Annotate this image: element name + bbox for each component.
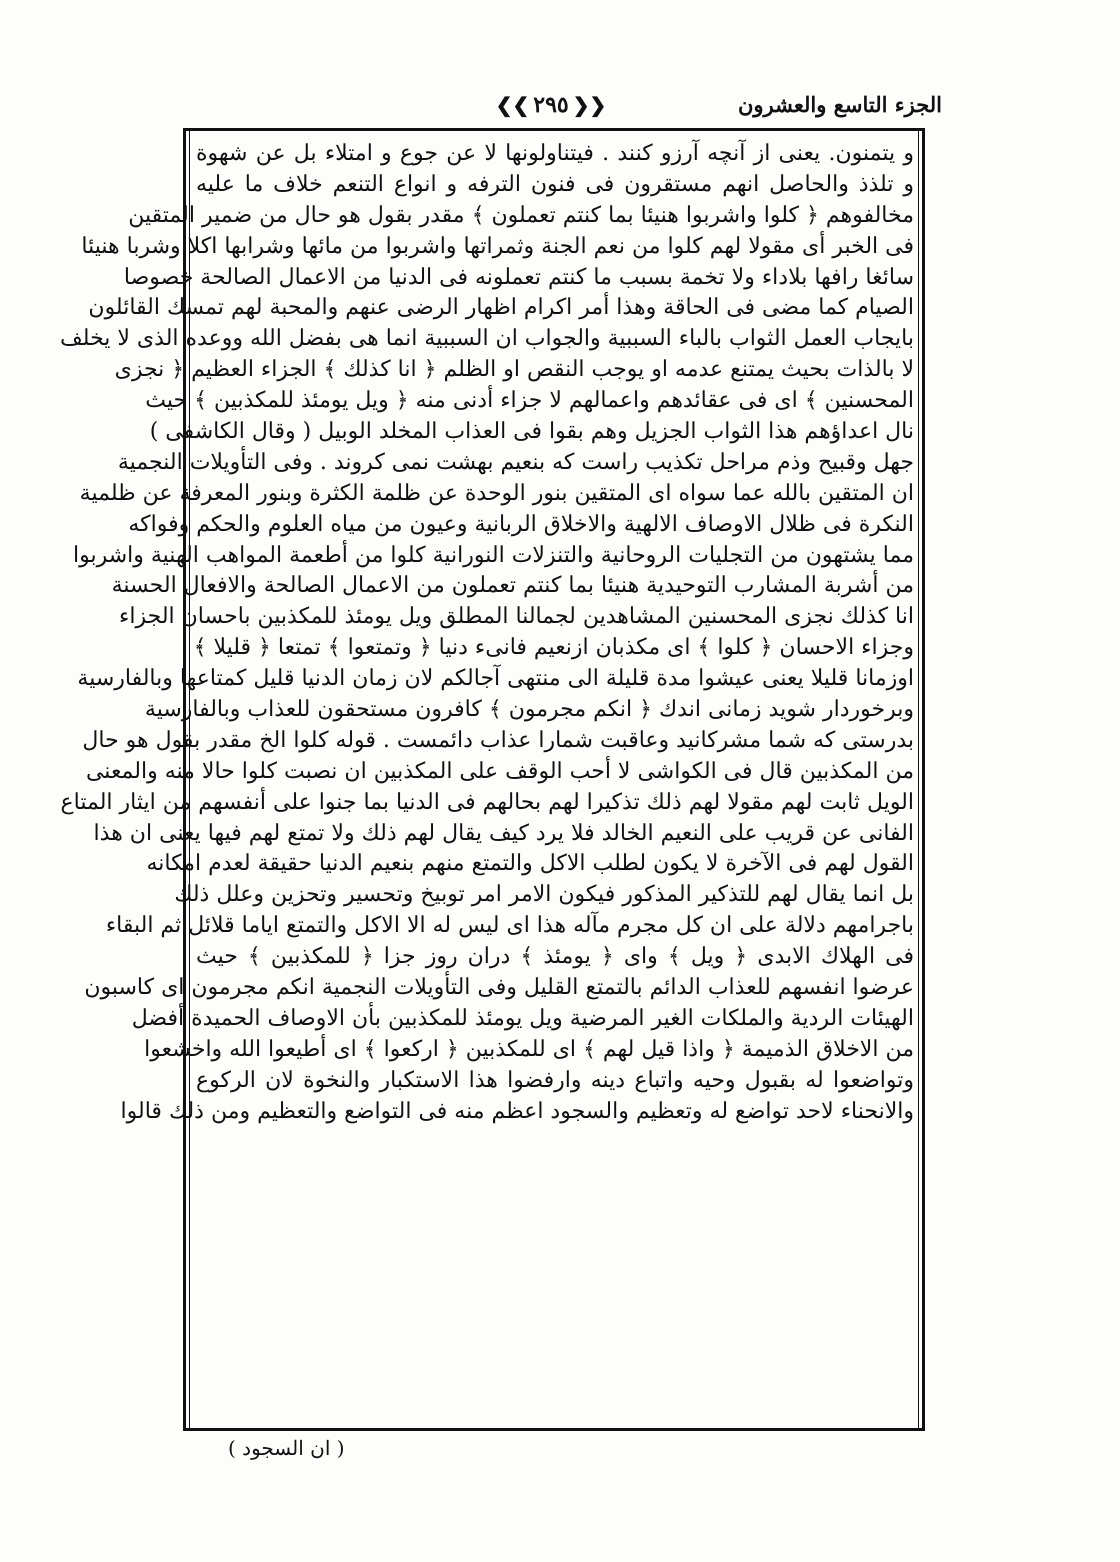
text-line: مخالفوهم ﴿ كلوا واشربوا هنيئا بما كنتم تعملون ﴾ مقدر بقول هو حال من ضمير المتقين — [128, 202, 914, 228]
text-line: المحسنين ﴾ اى فى عقائدهم واعمالهم لا جزاء أدنى منه ﴿ ويل يومئذ للمكذبين ﴾ حيث — [145, 388, 914, 414]
page-number: ٢٩٥ — [533, 92, 569, 118]
text-line: وبرخوردار شويد زمانى اندك ﴿ انكم مجرمون ﴾ كافرون مستحقون للعذاب وبالفارسية — [144, 697, 914, 723]
running-title: الجزء التاسع والعشرون — [737, 92, 942, 117]
text-line: مما يشتهون من التجليات الروحانية والتنزلات النورانية كلوا من أطعمة المواهب الهنية واشربوا — [72, 542, 914, 568]
text-line: الفانى عن قريب على النعيم الخالد فلا يرد كيف يقال لهم ذلك ولا تمتع لهم فيها يعنى ان هذا — [93, 820, 914, 846]
text-line: ان المتقين بالله عما سواه اى المتقين بنور الوحدة عن ظلمة الكثرة وبنور المعرفة عن ظلمية — [79, 480, 914, 506]
text-line: نال اعداؤهم هذا الثواب الجزيل وهم بقوا فى العذاب المخلد الوبيل ( وقال الكاشفى ) — [149, 419, 914, 445]
catchword: ( ان السجود ) — [228, 1436, 345, 1460]
frame-top-rule — [183, 128, 925, 131]
left-ornament-icon: ❮❮ — [572, 93, 607, 117]
text-line: و يتمنون. يعنى از آنچه آرزو كنند . فيتناولونها لا عن جوع و امتلاء بل عن شهوة — [196, 141, 914, 166]
text-line: و تلذذ والحاصل انهم مستقرون فى فنون الترفه و انواع التنعم خلاف ما عليه — [196, 171, 914, 197]
text-line: بدرستى كه شما مشركانيد وعاقبت شمارا عذاب دائمست . قوله كلوا الخ مقدر بقول هو حال — [82, 727, 914, 753]
text-line: باجرامهم دلالة على ان كل مجرم مآله هذا اى ليس له الا الاكل والتمتع اياما قلائل ثم البقاء — [105, 913, 914, 939]
text-line: انا كذلك نجزى المحسنين المشاهدين لجمالنا المطلق ويل يومئذ للمكذبين باحسان الجزاء — [119, 604, 914, 630]
text-line: جهل وقبيح وذم مراحل تكذيب راست كه بنعيم بهشت نمى كروند . وفى التأويلات النجمية — [117, 449, 914, 475]
frame-right-inner-rule — [918, 131, 919, 1428]
text-line: بايجاب العمل الثواب بالباء السببية والجواب ان السببية انما هى بفضل الله ووعده الذى لا يخلف — [60, 326, 914, 352]
text-line: النكرة فى ظلال الاوصاف الالهية والاخلاق الربانية وعيون من مياه العلوم والحكم وفواكه — [128, 511, 914, 537]
body-text — [60, 139, 914, 1128]
text-line: وتواضعوا له بقبول وحيه واتباع دينه وارفضوا هذا الاستكبار والنخوة لان الركوع — [196, 1067, 914, 1093]
frame-right-outer-rule — [922, 128, 925, 1431]
text-line: عرضوا انفسهم للعذاب الدائم بالتمتع القليل وفى التأويلات النجمية انكم مجرمون اى كاسبون — [84, 975, 914, 1001]
text-line: بل انما يقال لهم للتذكير المذكور فيكون الامر امر توبيخ وتحسير وتحزين وعلل ذلك — [174, 882, 914, 908]
text-line: والانحناء لاحد تواضع له وتعظيم والسجود اعظم منه فى التواضع والتعظيم ومن ذلك قالوا — [120, 1098, 914, 1124]
text-line: الصيام كما مضى فى الحاقة وهذا أمر اكرام اظهار الرضى عنهم والمحبة لهم تمسك القائلون — [88, 295, 914, 321]
text-line: القول لهم فى الآخرة لا يكون لطلب الاكل والتمتع منهم بنعيم الدنيا حقيقة لعدم امكانه — [146, 851, 914, 877]
text-line: اوزمانا قليلا يعنى عيشوا مدة قليلة الى منتهى آجالكم لان زمان الدنيا قليل كمتاعها وبالفارسية — [77, 666, 914, 692]
text-line: من الاخلاق الذميمة ﴿ واذا قيل لهم ﴾ اى للمكذبين ﴿ اركعوا ﴾ اى أطيعوا الله واخشعوا — [144, 1036, 914, 1062]
right-ornament-icon: ❯❯ — [495, 93, 530, 117]
text-line: فى الخبر أى مقولا لهم كلوا من نعم الجنة وثمراتها واشربوا من مائها وشرابها اكلا وشربا هنيئا — [81, 233, 914, 259]
text-line: من أشربة المشارب التوحيدية هنيئا بما كنتم تعملون من الاعمال الصالحة والافعال الحسنة — [111, 573, 914, 599]
text-line: الهيئات الردية والملكات الغير المرضية ويل يومئذ للمكذبين بأن الاوصاف الحميدة أفضل — [131, 1005, 914, 1031]
text-line: لا بالذات بحيث يمتنع عدمه او يوجب النقص او الظلم ﴿ انا كذلك ﴾ الجزاء العظيم ﴿ نجزى — [114, 357, 914, 383]
text-line: من المكذبين قال فى الكواشى لا أحب الوقف على المكذبين ان نصبت كلوا حالا منه والمعنى — [85, 758, 914, 784]
text-line: فى الهلاك الابدى ﴿ ويل ﴾ واى ﴿ يومئذ ﴾ دران روز جزا ﴿ للمكذبين ﴾ حيث — [196, 944, 914, 970]
page-number-block — [492, 90, 610, 120]
text-line: وجزاء الاحسان ﴿ كلوا ﴾ اى مكذبان ازنعيم فانىء دنيا ﴿ وتمتعوا ﴾ تمتعا ﴿ قليلا ﴾ — [193, 635, 914, 661]
frame-bottom-rule — [183, 1428, 925, 1431]
text-line: سائغا رافها بلاداء ولا تخمة بسبب ما كنتم تعملونه فى الدنيا من الاعمال الصالحة خصوصا — [123, 264, 914, 290]
text-line: الويل ثابت لهم مقولا لهم ذلك تذكيرا لهم بحالهم فى الدنيا بما جنوا على أنفسهم من ايثار المتاع — [60, 789, 914, 815]
